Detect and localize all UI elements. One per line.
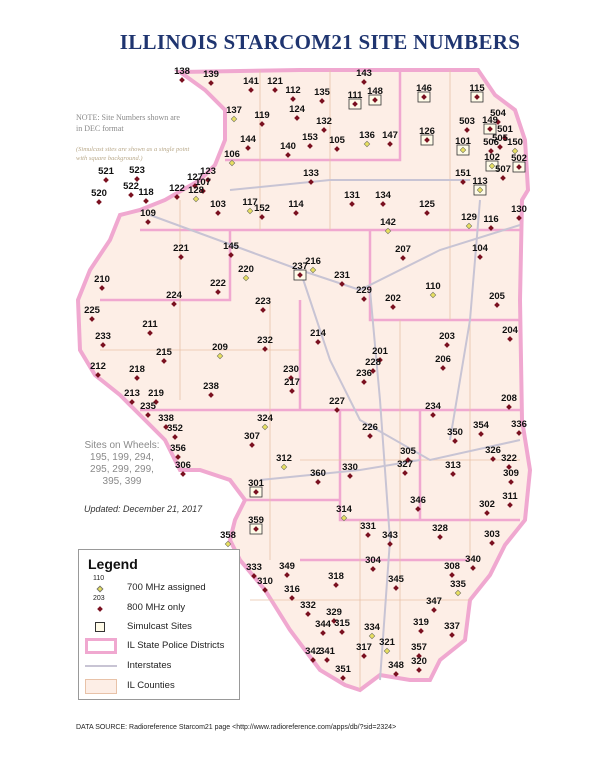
site-number-label: 209 [212,342,228,353]
site-520 [91,188,107,205]
site-number-label: 314 [336,504,352,515]
site-number-label: 205 [489,291,505,302]
site-number-label: 317 [356,642,372,653]
site-number-label: 131 [344,190,360,201]
site-number-label: 330 [342,462,358,473]
site-number-label: 211 [142,319,158,330]
site-number-label: 130 [511,204,527,215]
sites-on-wheels-line: 295, 299, 299, [90,464,154,475]
site-number-label: 226 [362,422,378,433]
site-number-label: 356 [170,443,186,454]
site-number-label: 118 [138,187,154,198]
site-number-label: 354 [473,420,489,431]
legend [78,549,240,700]
site-800mhz-marker [179,77,185,83]
site-306 [175,460,191,477]
site-number-label: 212 [90,361,106,372]
site-number-label: 146 [416,83,432,94]
yellow-diamond-icon [96,585,104,593]
site-number-label: 225 [84,305,100,316]
site-number-label: 326 [485,445,501,456]
site-523 [129,165,145,182]
site-number-label: 104 [472,243,488,254]
site-number-label: 327 [397,459,413,470]
site-number-label: 342 [305,646,321,657]
site-number-label: 359 [248,515,264,526]
site-number-label: 319 [413,617,429,628]
legend-label: Simulcast Sites [127,621,192,632]
site-number-label: 125 [419,199,435,210]
legend-item-counties [79,678,239,694]
site-number-label: 220 [238,264,254,275]
site-number-label: 331 [360,521,376,532]
site-number-label: 137 [226,105,242,116]
site-301 [248,478,265,497]
site-118 [138,187,153,204]
site-800mhz-marker [96,199,102,205]
site-800mhz-marker [103,177,109,183]
map-title: ILLINOIS STARCOM21 SITE NUMBERS [119,30,521,54]
site-number-label: 202 [385,293,401,304]
site-number-label: 141 [243,76,259,87]
site-number-label: 142 [380,217,396,228]
site-number-label: 506 [483,137,499,148]
site-number-label: 304 [365,555,381,566]
site-359 [248,515,264,534]
site-number-label: 507 [495,164,511,175]
site-number-label: 151 [455,168,471,179]
site-number-label: 322 [501,453,517,464]
site-number-label: 111 [347,90,363,101]
site-522 [123,181,139,198]
site-111 [348,90,364,109]
site-113 [472,176,487,195]
site-number-label: 349 [279,561,295,572]
site-number-label: 302 [479,499,495,510]
sites-on-wheels [74,440,170,488]
site-number-label: 308 [444,561,460,572]
site-115 [469,83,485,102]
site-number-label: 144 [240,134,256,145]
legend-label: 800 MHz only [127,602,186,613]
site-number-label: 152 [254,203,270,214]
site-number-label: 228 [365,357,381,368]
site-number-label: 344 [315,619,331,630]
interstate-line-icon [85,665,117,667]
site-number-label: 301 [248,478,264,489]
site-149 [482,115,498,134]
legend-title: Legend [88,556,138,572]
site-number-label: 333 [246,562,262,573]
site-number-label: 124 [289,104,305,115]
site-number-label: 224 [166,290,182,301]
legend-label: 700 MHz assigned [127,582,206,593]
site-number-label: 132 [316,116,332,127]
site-number-label: 117 [242,197,258,208]
site-number-label: 128 [188,185,204,196]
site-number-label: 148 [367,86,383,97]
site-number-label: 206 [435,354,451,365]
site-number-label: 238 [203,381,219,392]
site-number-label: 503 [459,116,475,127]
site-number-label: 303 [484,529,500,540]
site-number-label: 135 [314,87,330,98]
site-number-label: 203 [439,331,455,342]
site-number-label: 523 [129,165,145,176]
site-number-label: 505 [492,133,508,144]
legend-item-interstates [79,658,239,674]
site-number-label: 343 [382,530,398,541]
site-number-label: 126 [419,126,435,137]
site-number-label: 232 [257,335,273,346]
site-number-label: 357 [411,642,427,653]
sites-on-wheels-label: Sites on Wheels: [84,440,160,451]
red-diamond-icon [96,605,104,613]
site-number-label: 321 [379,637,395,648]
site-number-label: 318 [328,571,344,582]
site-number-label: 310 [257,576,273,587]
site-number-label: 313 [445,460,461,471]
site-number-label: 306 [175,460,191,471]
site-800mhz-marker [143,198,149,204]
legend-label: Interstates [127,660,172,671]
site-number-label: 334 [364,622,380,633]
site-number-label: 216 [305,256,321,267]
site-number-label: 219 [148,388,164,399]
site-number-label: 502 [511,153,527,164]
legend-item-districts [79,638,239,654]
site-number-label: 315 [334,618,350,629]
site-number-label: 345 [388,574,404,585]
site-number-label: 204 [502,325,518,336]
site-number-label: 328 [432,523,448,534]
site-number-label: 324 [257,413,273,424]
site-number-label: 201 [372,346,388,357]
site-number-label: 501 [497,124,513,135]
site-number-label: 307 [244,431,260,442]
site-number-label: 115 [469,83,485,94]
site-number-label: 235 [140,401,156,412]
site-521 [98,166,115,183]
site-number-label: 214 [310,328,326,339]
site-146 [416,83,432,102]
site-800mhz-marker [128,192,134,198]
site-number-label: 143 [356,68,372,79]
site-126 [419,126,435,145]
site-101 [455,136,472,155]
site-number-label: 360 [310,468,326,479]
site-number-label: 337 [444,621,460,632]
site-number-label: 149 [482,115,498,126]
site-number-label: 213 [124,388,140,399]
data-source: DATA SOURCE: Radioreference Starcom21 page <http://www.radioreference.com/apps/db/?sid=2324> [76,724,397,731]
site-number-label: 312 [276,453,292,464]
sites-on-wheels-line: 395, 399 [102,476,142,487]
site-number-label: 332 [300,600,316,611]
site-number-label: 233 [95,331,111,342]
site-800mhz-marker [180,471,186,477]
site-number-label: 105 [329,135,345,146]
simulcast-note: (Simulcast sites are shown as a single point with square background.) [76,146,190,162]
site-number-label: 520 [91,188,107,199]
format-note: NOTE: Site Numbers shown are in DEC format [76,113,180,133]
site-number-label: 102 [484,152,500,163]
site-number-label: 223 [255,296,271,307]
site-number-label: 101 [455,136,471,147]
site-number-label: 103 [210,199,226,210]
legend-item-800mhz [79,595,239,616]
site-number-label: 153 [302,132,318,143]
legend-item-700mhz [79,575,239,596]
site-number-label: 237 [292,261,308,272]
site-148 [367,86,383,105]
site-number-label: 147 [382,130,398,141]
site-number-label: 347 [426,596,442,607]
site-number-label: 121 [267,76,283,87]
site-number-label: 116 [483,214,499,225]
county-swatch-icon [85,679,117,694]
site-number-label: 134 [375,190,391,201]
legend-item-simulcast [79,619,239,635]
site-number-label: 231 [334,270,350,281]
site-number-label: 229 [356,285,372,296]
sites-on-wheels-line: 195, 199, 294, [90,452,154,463]
site-number-label: 112 [285,85,301,96]
site-number-label: 140 [280,141,296,152]
site-number-label: 316 [284,584,300,595]
site-number-label: 221 [173,243,189,254]
site-number-label: 341 [319,646,335,657]
site-138 [174,66,190,83]
site-number-label: 348 [388,660,404,671]
site-number-label: 522 [123,181,139,192]
site-number-label: 309 [503,468,519,479]
site-number-label: 217 [284,377,300,388]
site-number-label: 106 [224,149,240,160]
site-number-label: 145 [223,241,239,252]
site-number-label: 352 [167,423,183,434]
site-number-label: 329 [326,607,342,618]
site-number-label: 133 [303,168,319,179]
district-swatch-icon [85,638,117,654]
site-number-label: 215 [156,347,172,358]
square-icon [95,622,105,632]
site-number-label: 320 [411,656,427,667]
legend-sample-number: 110 [93,575,105,582]
site-number-label: 113 [472,176,488,187]
site-number-label: 222 [210,278,226,289]
site-number-label: 340 [465,554,481,565]
site-number-label: 208 [501,393,517,404]
site-number-label: 123 [200,166,216,177]
site-number-label: 230 [283,364,299,375]
site-number-label: 521 [98,166,114,177]
site-number-label: 236 [356,368,372,379]
updated-date: Updated: December 21, 2017 [84,504,203,514]
site-number-label: 139 [203,69,219,80]
site-number-label: 358 [220,530,236,541]
site-number-label: 107 [195,177,211,188]
site-number-label: 338 [158,413,174,424]
site-number-label: 335 [450,579,466,590]
site-number-label: 350 [447,427,463,438]
site-number-label: 210 [94,274,110,285]
site-number-label: 234 [425,401,441,412]
site-number-label: 207 [395,244,411,255]
site-number-label: 127 [187,172,203,183]
site-number-label: 122 [169,183,185,194]
site-number-label: 114 [288,199,304,210]
site-number-label: 110 [425,281,441,292]
site-number-label: 150 [507,137,523,148]
site-number-label: 129 [461,212,477,223]
site-number-label: 346 [410,495,426,506]
legend-label: IL State Police Districts [127,640,225,651]
site-number-label: 218 [129,364,145,375]
site-number-label: 311 [502,491,518,502]
site-number-label: 136 [359,130,375,141]
site-502 [511,153,527,172]
site-number-label: 119 [254,110,270,121]
site-number-label: 109 [140,208,156,219]
site-number-label: 504 [490,108,506,119]
site-number-label: 351 [335,664,351,675]
legend-label: IL Counties [127,680,175,691]
site-number-label: 305 [400,446,416,457]
site-number-label: 138 [174,66,190,77]
site-number-label: 227 [329,396,345,407]
legend-sample-number: 203 [93,595,105,602]
site-number-label: 336 [511,419,527,430]
